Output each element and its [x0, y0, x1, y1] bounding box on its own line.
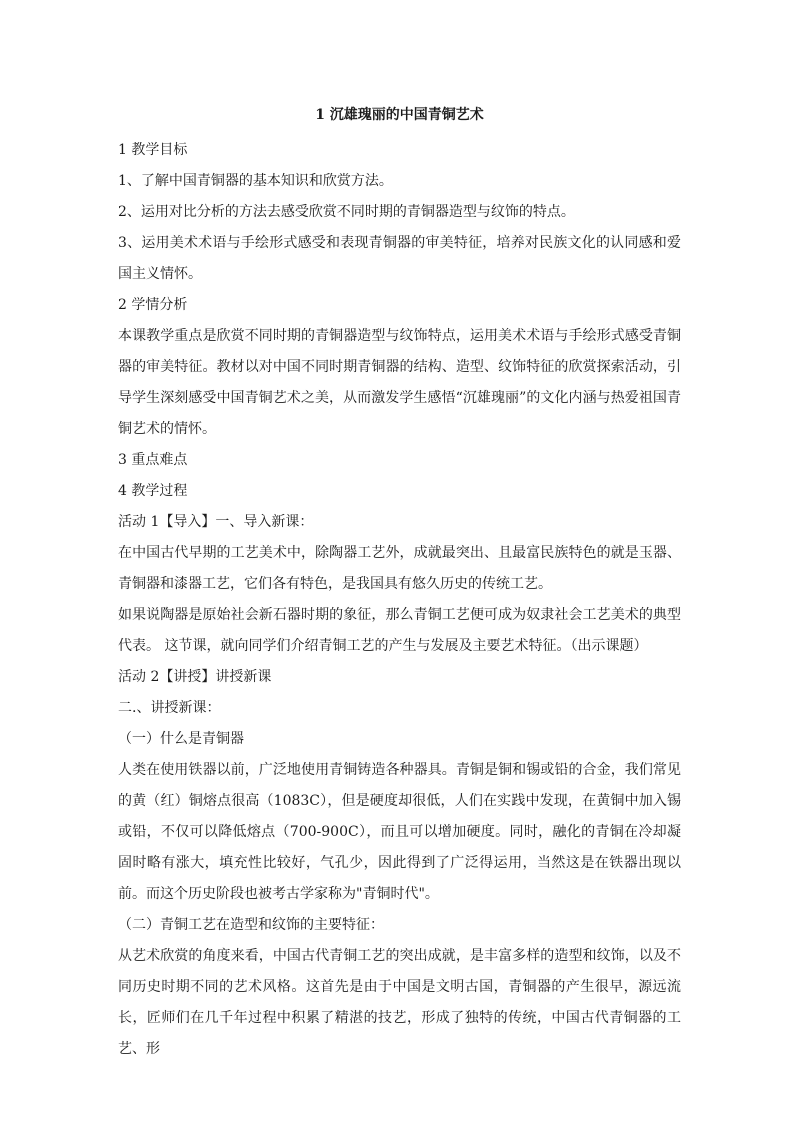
- heading-new-lesson: 二.、讲授新课：: [118, 700, 221, 716]
- subheading-features: （二）青铜工艺在造型和纹饰的主要特征：: [118, 917, 384, 933]
- goal-item-3: 3、运用美术术语与手绘形式感受和表现青铜器的审美特征，培养对民族文化的认同感和爱国主义情怀。: [118, 235, 681, 282]
- heading-key-points: 3 重点难点: [118, 452, 188, 468]
- goal-item-1: 1、了解中国青铜器的基本知识和欣赏方法。: [118, 173, 393, 189]
- paragraph-intro-2: 如果说陶器是原始社会新石器时期的象征，那么青铜工艺便可成为奴隶社会工艺美术的典型代表。 这节课，就向同学们介绍青铜工艺的产生与发展及主要艺术特征。（出示课题）: [118, 607, 681, 654]
- heading-teaching-goals: 1 教学目标: [118, 142, 188, 158]
- activity-2-heading: 活动 2【讲授】讲授新课: [118, 669, 272, 685]
- paragraph-intro-1: 在中国古代早期的工艺美术中，除陶器工艺外，成就最突出、且最富民族特色的就是玉器、青铜器和漆器工艺，它们各有特色，是我国具有悠久历史的传统工艺。: [118, 545, 681, 592]
- paragraph-bronze: 人类在使用铁器以前，广泛地使用青铜铸造各种器具。青铜是铜和锡或铅的合金，我们常见的黄（红）铜熔点很高（1083C），但是硬度却很低，人们在实践中发现，在黄铜中加入锡或铅，不仅可以降低熔点（700-900C），而且可以增加硬度。同时，融化的青铜在冷却凝固时略有涨大，填充性比较好，气孔少，因此得到了广泛得运用，当然这是在铁器出现以前。而这个历史阶段也被考古学家称为"青铜时代"。: [118, 762, 681, 902]
- goal-item-2: 2、运用对比分析的方法去感受欣赏不同时期的青铜器造型与纹饰的特点。: [118, 204, 575, 220]
- heading-teaching-process: 4 教学过程: [118, 483, 188, 499]
- paragraph-features: 从艺术欣赏的角度来看，中国古代青铜工艺的突出成就，是丰富多样的造型和纹饰，以及不同历史时期不同的艺术风格。这首先是由于中国是文明古国，青铜器的产生很早，源远流长，匠师们在几千年过程中积累了精湛的技艺，形成了独特的传统，中国古代青铜器的工艺、形: [118, 948, 681, 1057]
- paragraph-student-analysis: 本课教学重点是欣赏不同时期的青铜器造型与纹饰特点，运用美术术语与手绘形式感受青铜器的审美特征。教材以对中国不同时期青铜器的结构、造型、纹饰特征的欣赏探索活动，引导学生深刻感受中国青铜艺术之美，从而激发学生感悟“沉雄瑰丽”的文化内涵与热爱祖国青铜艺术的情怀。: [118, 328, 681, 437]
- heading-student-analysis: 2 学情分析: [118, 297, 188, 313]
- subheading-what-is-bronze: （一）什么是青铜器: [118, 731, 244, 747]
- activity-1-heading: 活动 1【导入】一、导入新课：: [118, 514, 314, 530]
- document-title: 1 沉雄瑰丽的中国青铜艺术: [315, 107, 484, 123]
